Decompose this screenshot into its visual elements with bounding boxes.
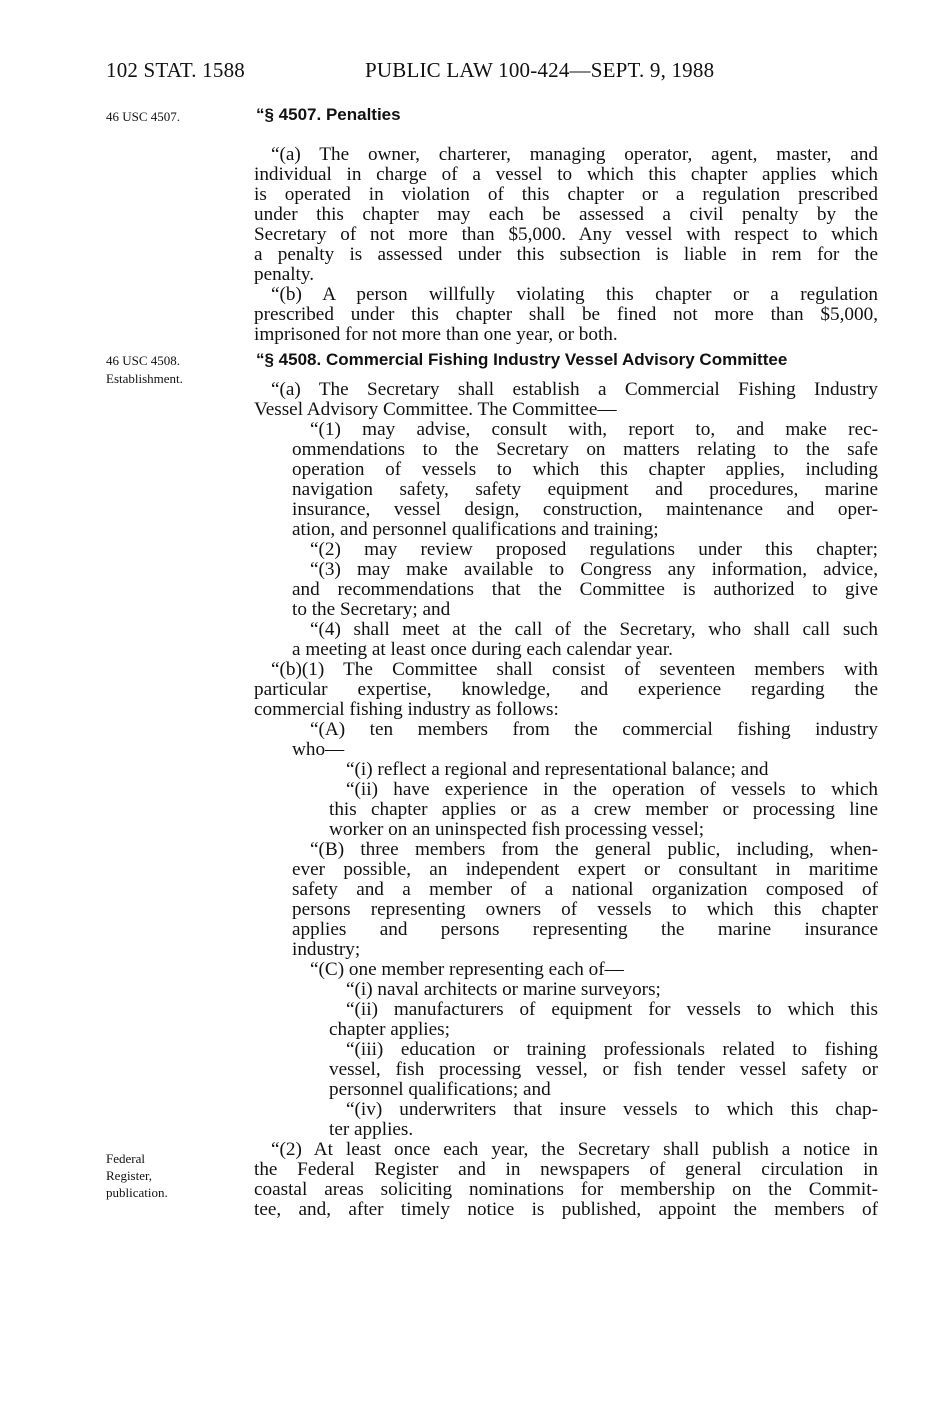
text-line: “(b) A person willfully violating this chapter or a regulation: [271, 284, 878, 305]
text-line: chapter applies;: [329, 1019, 450, 1040]
margin-note-publication: publication.: [106, 1185, 168, 1200]
page-header-law: PUBLIC LAW 100-424—SEPT. 9, 1988: [365, 58, 715, 82]
text-line: to the Secretary; and: [292, 599, 451, 620]
text-line: coastal areas soliciting nominations for membership on the Commit-: [254, 1179, 878, 1200]
text-line: “(3) may make available to Congress any information, advice,: [310, 559, 878, 580]
margin-note-register: Register,: [106, 1168, 153, 1183]
text-line: particular expertise, knowledge, and experience regarding the: [254, 679, 878, 700]
text-line: “(iii) education or training professionals related to fishing: [346, 1039, 878, 1060]
text-line: is operated in violation of this chapter or a regulation prescribed: [254, 184, 878, 205]
text-line: imprisoned for not more than one year, or both.: [254, 324, 618, 345]
text-line: operation of vessels to which this chapter applies, including: [292, 459, 878, 480]
text-line: “(B) three members from the general public, including, when-: [310, 839, 878, 860]
text-line: “(2) may review proposed regulations under this chapter;: [310, 539, 878, 560]
text-line: safety and a member of a national organization composed of: [292, 879, 878, 900]
text-line: the Federal Register and in newspapers of general circulation in: [254, 1159, 878, 1180]
text-line: tee, and, after timely notice is published, appoint the members of: [254, 1199, 878, 1220]
text-line: ever possible, an independent expert or consultant in maritime: [292, 859, 878, 880]
text-line: “(i) reflect a regional and representational balance; and: [346, 759, 769, 780]
text-line: personnel qualifications; and: [329, 1079, 551, 1100]
text-line: “(iv) underwriters that insure vessels to which this chap-: [346, 1099, 878, 1120]
text-line: ommendations to the Secretary on matters relating to the safe: [292, 439, 878, 460]
margin-note-usc-4507: 46 USC 4507.: [106, 109, 181, 124]
page-header-stat: 102 STAT. 1588: [106, 58, 245, 82]
text-line: “(a) The owner, charterer, managing operator, agent, master, and: [271, 144, 878, 165]
text-line: who—: [292, 739, 345, 760]
text-line: “(a) The Secretary shall establish a Commercial Fishing Industry: [271, 379, 878, 400]
margin-note-usc-4508: 46 USC 4508.: [106, 353, 181, 368]
text-line: “(ii) manufacturers of equipment for vessels to which this: [346, 999, 878, 1020]
text-line: this chapter applies or as a crew member or processing line: [329, 799, 878, 820]
section-4507-heading: “§ 4507. Penalties: [256, 105, 401, 124]
text-line: “(1) may advise, consult with, report to, and make rec-: [310, 419, 878, 440]
text-line: commercial fishing industry as follows:: [254, 699, 559, 720]
text-line: under this chapter may each be assessed a civil penalty by the: [254, 204, 878, 225]
text-line: industry;: [292, 939, 361, 960]
margin-note-establishment: Establishment.: [106, 371, 183, 386]
text-line: insurance, vessel design, construction, maintenance and oper-: [292, 499, 878, 520]
text-line: prescribed under this chapter shall be fined not more than $5,000,: [254, 304, 878, 325]
text-line: individual in charge of a vessel to which this chapter applies which: [254, 164, 878, 185]
text-line: applies and persons representing the marine insurance: [292, 919, 878, 940]
text-line: and recommendations that the Committee is authorized to give: [292, 579, 878, 600]
text-line: ter applies.: [329, 1119, 414, 1140]
text-line: vessel, fish processing vessel, or fish tender vessel safety or: [329, 1059, 878, 1080]
text-line: “(C) one member representing each of—: [310, 959, 624, 980]
text-line: Secretary of not more than $5,000. Any vessel with respect to which: [254, 224, 878, 245]
text-line: ation, and personnel qualifications and training;: [292, 519, 659, 540]
text-line: “(i) naval architects or marine surveyors;: [346, 979, 661, 1000]
text-line: Vessel Advisory Committee. The Committee—: [254, 399, 617, 420]
text-line: a meeting at least once during each calendar year.: [292, 639, 673, 660]
text-line: “(b)(1) The Committee shall consist of seventeen members with: [271, 659, 878, 680]
text-line: a penalty is assessed under this subsection is liable in rem for the: [254, 244, 878, 265]
text-line: worker on an uninspected fish processing vessel;: [329, 819, 705, 840]
text-line: “(2) At least once each year, the Secretary shall publish a notice in: [271, 1139, 878, 1160]
text-line: “(4) shall meet at the call of the Secretary, who shall call such: [310, 619, 878, 640]
margin-note-federal: Federal: [106, 1151, 145, 1166]
text-line: “(ii) have experience in the operation of vessels to which: [346, 779, 878, 800]
section-4508-heading: “§ 4508. Commercial Fishing Industry Vessel Advisory Committee: [256, 350, 788, 369]
text-line: navigation safety, safety equipment and procedures, marine: [292, 479, 878, 500]
text-line: penalty.: [254, 264, 315, 285]
text-line: “(A) ten members from the commercial fishing industry: [310, 719, 878, 740]
text-line: persons representing owners of vessels to which this chapter: [292, 899, 878, 920]
